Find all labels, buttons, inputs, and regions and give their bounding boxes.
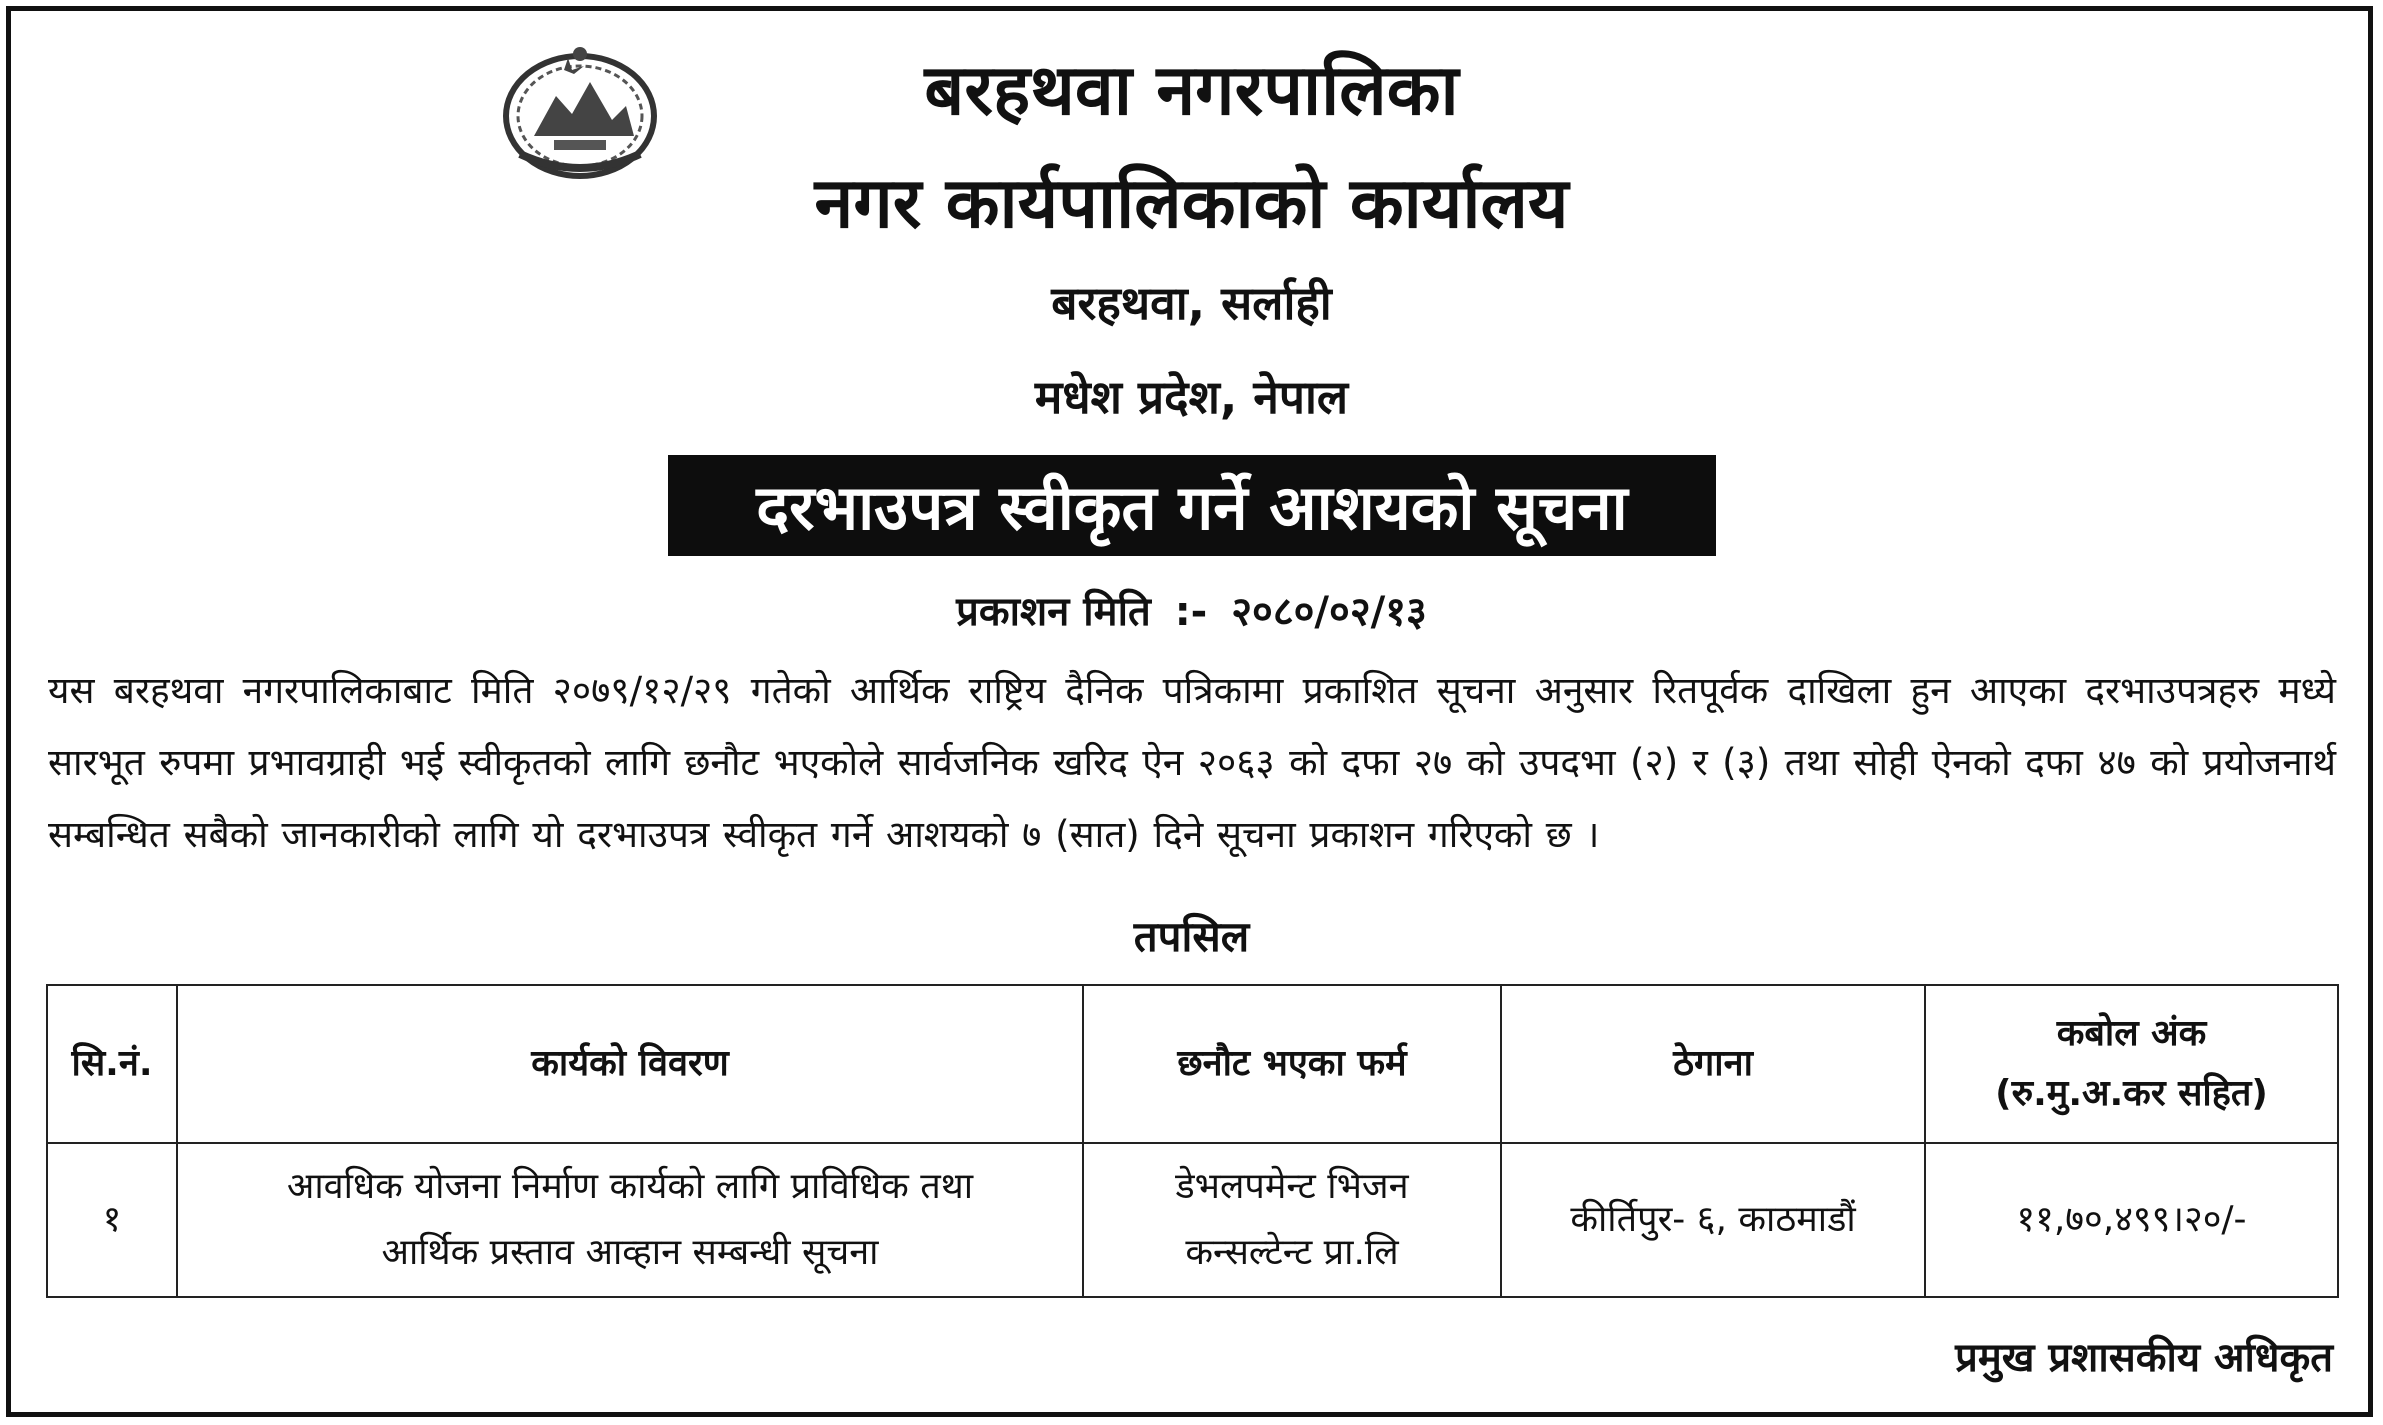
table-row	[47, 1143, 2338, 1297]
header-bid-amount-line2: (रु.मु.अ.कर सहित)	[1995, 1073, 2268, 1114]
cell-selected-firm-line2: कन्सल्टेन्ट प्रा.लि	[1185, 1232, 1399, 1273]
province-name: मधेश प्रदेश, नेपाल	[1034, 370, 1349, 424]
publication-date-label: प्रकाशन मिति	[956, 589, 1151, 635]
selected-bid-table	[46, 984, 2339, 1298]
cell-address: कीर्तिपुर- ६, काठमाडौं	[1501, 1143, 1925, 1297]
publication-date-separator: :-	[1174, 589, 1208, 635]
cell-work-description-line1: आवधिक योजना निर्माण कार्यको लागि प्राविधिक तथा	[286, 1166, 974, 1207]
header-bid-amount-line1: कबोल अंक	[2056, 1013, 2207, 1054]
notice-title-banner	[668, 455, 1716, 556]
cell-bid-amount: ११,७०,४९९।२०/-	[1925, 1143, 2338, 1297]
notice-title: दरभाउपत्र स्वीकृत गर्ने आशयको सूचना	[756, 470, 1628, 544]
header-work-description: कार्यको विवरण	[177, 985, 1083, 1143]
signatory: प्रमुख प्रशासकीय अधिकृत	[1955, 1335, 2333, 1381]
cell-selected-firm	[1083, 1143, 1501, 1297]
cell-work-description-line2: आर्थिक प्रस्ताव आव्हान सम्बन्धी सूचना	[381, 1232, 879, 1273]
table-header-row	[47, 985, 2338, 1143]
header-bid-amount	[1925, 985, 2338, 1143]
cell-work-description	[177, 1143, 1083, 1297]
header-selected-firm: छनौट भएका फर्म	[1083, 985, 1501, 1143]
cell-serial-number: १	[47, 1143, 177, 1297]
office-name: नगर कार्यपालिकाको कार्यालय	[814, 162, 1569, 244]
header-serial-number: सि.नं.	[47, 985, 177, 1143]
header-address: ठेगाना	[1501, 985, 1925, 1143]
notice-body: यस बरहथवा नगरपालिकाबाट मिति २०७९/१२/२९ गतेको आर्थिक राष्ट्रिय दैनिक पत्रिकामा प्रकाशित सूचना अनुसार रितपूर्वक दाखिला हुन आएका दरभाउपत्रहरु मध्ये सारभूत रुपमा प्रभावग्राही भई स्वीकृतको लागि छनौट भएकोले सार्वजनिक खरिद ऐन २०६३ को दफा २७ को उपदभा (२) र (३) तथा सोही ऐनको दफा ४७ को प्रयोजनार्थ सम्बन्धित सबैको जानकारीको लागि यो दरभाउपत्र स्वीकृत गर्ने आशयको ७ (सात) दिने सूचना प्रकाशन गरिएको छ ।	[48, 669, 2336, 856]
publication-date-value: २०८०/०२/१३	[1231, 589, 1427, 635]
publication-date	[0, 584, 2383, 640]
municipality-name: बरहथवा नगरपालिका	[924, 49, 1459, 131]
office-location: बरहथवा, सर्लाही	[1051, 276, 1332, 330]
cell-selected-firm-line1: डेभलपमेन्ट भिजन	[1175, 1166, 1409, 1207]
table-heading: तपसिल	[1133, 912, 1250, 961]
